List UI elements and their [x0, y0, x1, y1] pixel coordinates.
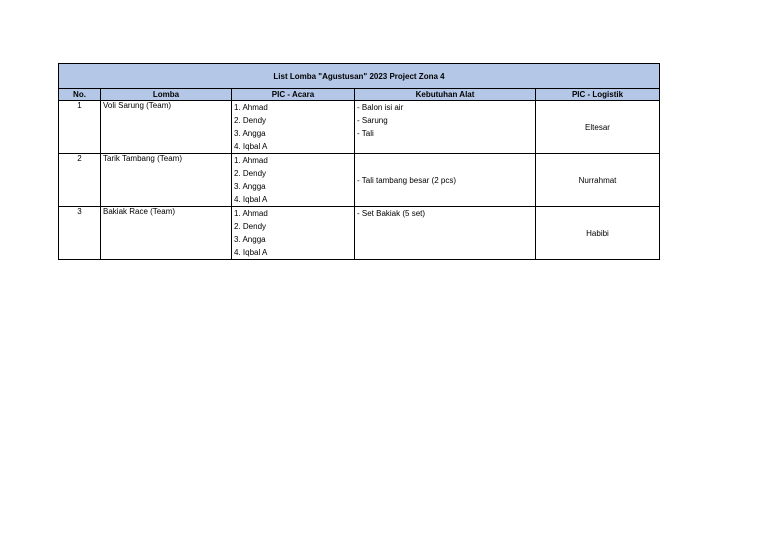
cell-pic-acara[interactable]	[232, 154, 355, 207]
pic-acara-item: 4. Iqbal A	[234, 195, 268, 204]
header-pic-acara[interactable]: PIC - Acara	[232, 89, 355, 101]
table-row	[59, 154, 660, 207]
cell-no[interactable]: 1	[59, 101, 101, 154]
cell-pic-acara[interactable]	[232, 101, 355, 154]
pic-acara-item: 4. Iqbal A	[234, 248, 268, 257]
cell-no[interactable]: 2	[59, 154, 101, 207]
pic-acara-item: 3. Angga	[234, 235, 266, 244]
cell-pic-logistik[interactable]: Eltesar	[536, 101, 660, 154]
cell-no[interactable]: 3	[59, 207, 101, 260]
cell-kebutuhan-alat[interactable]	[355, 101, 536, 154]
kebutuhan-item: - Sarung	[357, 116, 388, 125]
cell-kebutuhan-alat[interactable]	[355, 207, 536, 260]
cell-kebutuhan-alat[interactable]	[355, 154, 536, 207]
cell-lomba[interactable]: Bakiak Race (Team)	[101, 207, 232, 260]
pic-acara-item: 2. Dendy	[234, 222, 267, 231]
kebutuhan-item: - Set Bakiak (5 set)	[357, 209, 426, 218]
cell-pic-acara[interactable]	[232, 207, 355, 260]
header-kebutuhan-alat[interactable]: Kebutuhan Alat	[355, 89, 536, 101]
header-row	[59, 89, 660, 101]
header-no[interactable]: No.	[59, 89, 101, 101]
pic-acara-item: 3. Angga	[234, 129, 266, 138]
title-row	[59, 64, 660, 89]
pic-acara-item: 4. Iqbal A	[234, 142, 268, 151]
cell-lomba[interactable]: Tarik Tambang (Team)	[101, 154, 232, 207]
cell-pic-logistik[interactable]: Habibi	[536, 207, 660, 260]
pic-acara-item: 3. Angga	[234, 182, 266, 191]
pic-acara-item: 2. Dendy	[234, 169, 267, 178]
kebutuhan-item: - Tali	[357, 129, 374, 138]
table-row	[59, 101, 660, 154]
table-row	[59, 207, 660, 260]
pic-acara-item: 1. Ahmad	[234, 103, 268, 112]
kebutuhan-item: - Tali tambang besar (2 pcs)	[357, 175, 457, 185]
kebutuhan-item: - Balon isi air	[357, 103, 404, 112]
pic-acara-item: 2. Dendy	[234, 116, 267, 125]
header-lomba[interactable]: Lomba	[101, 89, 232, 101]
pic-acara-item: 1. Ahmad	[234, 209, 268, 218]
pic-acara-item: 1. Ahmad	[234, 156, 268, 165]
table-title[interactable]: List Lomba "Agustusan" 2023 Project Zona 4	[59, 64, 660, 89]
lomba-table	[58, 63, 660, 260]
header-pic-logistik[interactable]: PIC - Logistik	[536, 89, 660, 101]
cell-lomba[interactable]: Voli Sarung (Team)	[101, 101, 232, 154]
cell-pic-logistik[interactable]: Nurrahmat	[536, 154, 660, 207]
